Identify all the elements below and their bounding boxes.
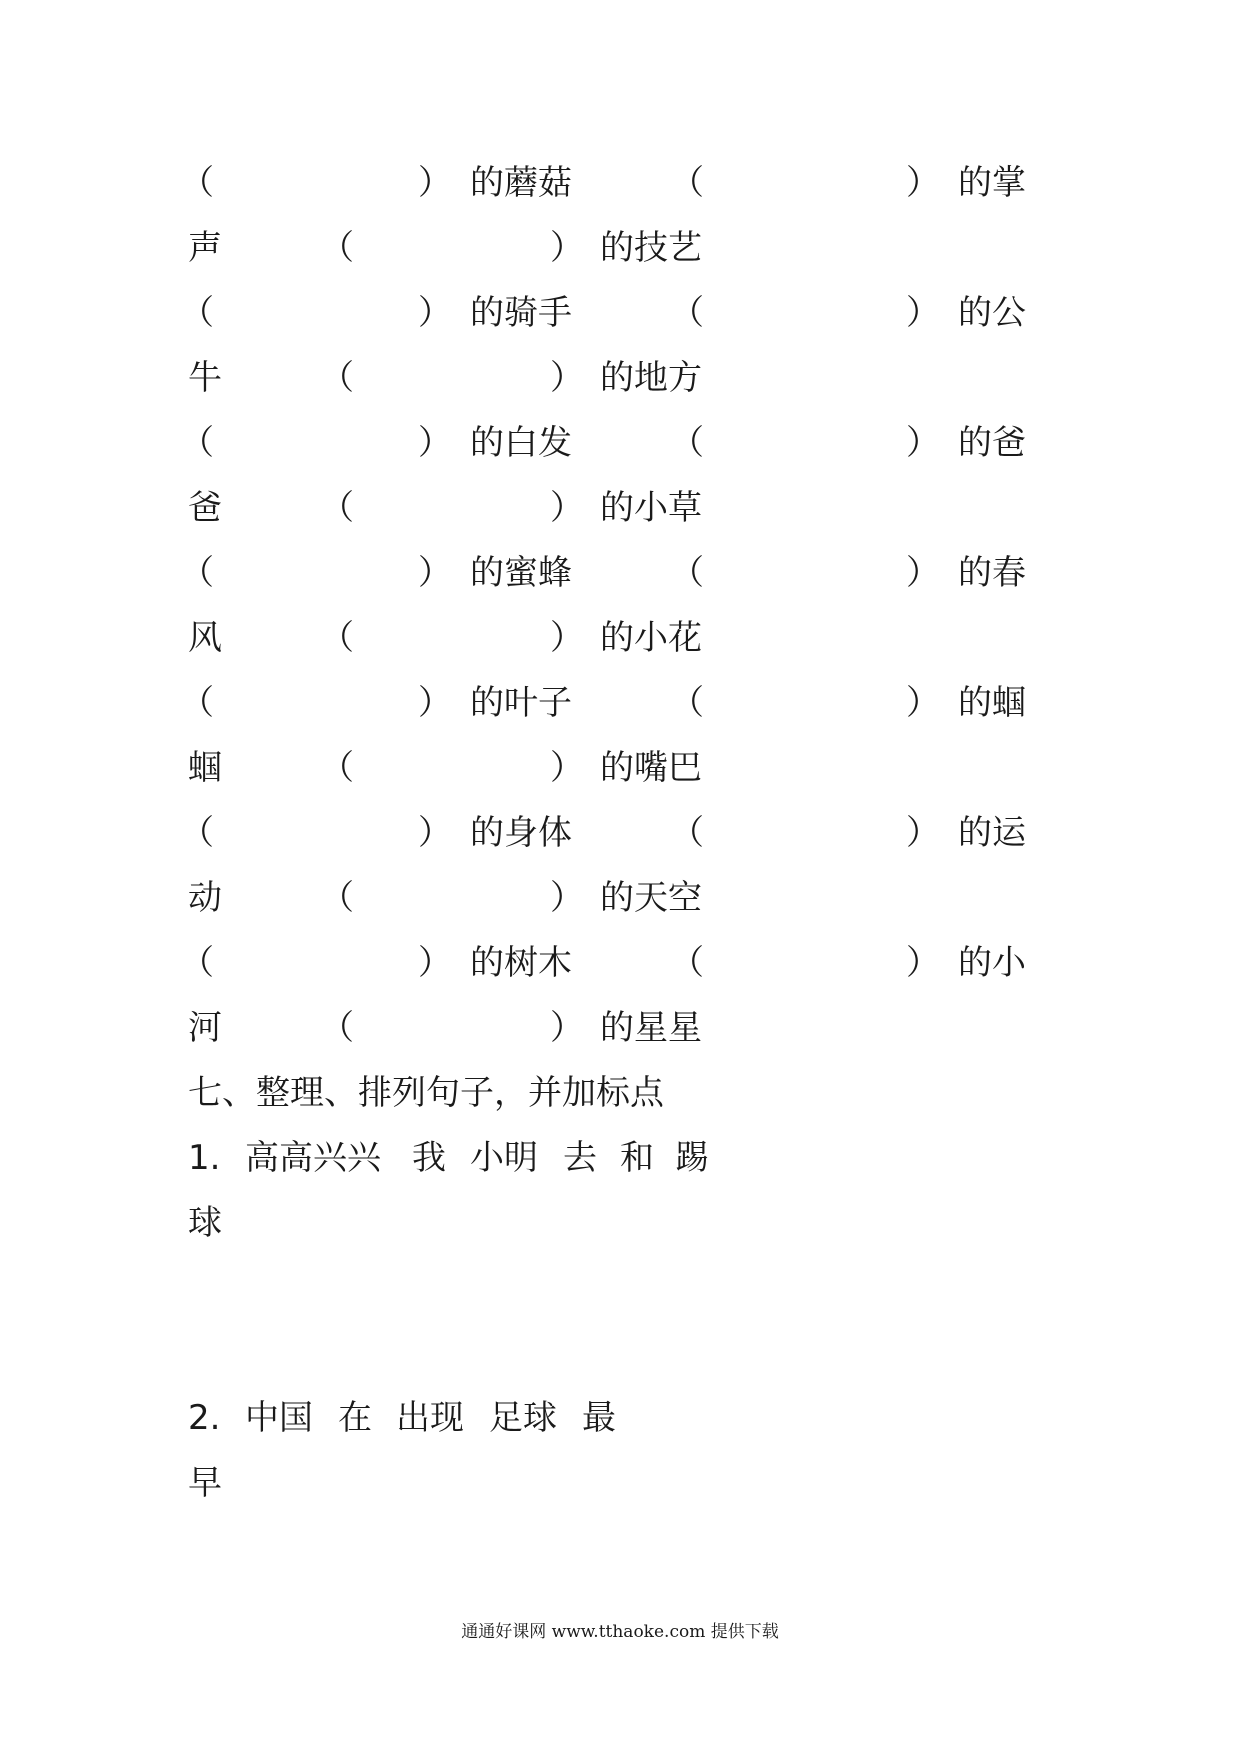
- fill-row: [0, 288, 1240, 338]
- close-paren: ）: [906, 813, 940, 853]
- word-label: 的天空: [600, 878, 702, 918]
- word-label: 的爸: [958, 423, 1026, 463]
- scrambled-word: 高高兴兴: [245, 1138, 381, 1178]
- fill-row: [0, 678, 1240, 728]
- open-paren: （: [320, 488, 354, 528]
- open-paren: （: [320, 228, 354, 268]
- scrambled-word: 在: [338, 1398, 372, 1438]
- fill-row: [0, 353, 1240, 403]
- open-paren: （: [180, 293, 214, 333]
- close-paren: ）: [906, 683, 940, 723]
- open-paren: （: [670, 163, 704, 203]
- word-label: 的掌: [958, 163, 1026, 203]
- open-paren: （: [320, 358, 354, 398]
- word-label: 的身体: [470, 813, 572, 853]
- open-paren: （: [670, 423, 704, 463]
- close-paren: ）: [418, 943, 452, 983]
- close-paren: ）: [418, 163, 452, 203]
- wrap-char: 爸: [188, 488, 222, 528]
- fill-row: [0, 938, 1240, 988]
- word-label: 的叶子: [470, 683, 572, 723]
- close-paren: ）: [550, 358, 584, 398]
- open-paren: （: [320, 618, 354, 658]
- scrambled-word: 我: [412, 1138, 446, 1178]
- close-paren: ）: [550, 748, 584, 788]
- open-paren: （: [320, 1008, 354, 1048]
- fill-row: [0, 743, 1240, 793]
- footer-note: 通通好课网 www.tthaoke.com 提供下载: [461, 1622, 779, 1642]
- close-paren: ）: [418, 553, 452, 593]
- word-label: 的蘑菇: [470, 163, 572, 203]
- scrambled-word: 出现: [396, 1398, 464, 1438]
- word-label: 的树木: [470, 943, 572, 983]
- close-paren: ）: [550, 1008, 584, 1048]
- close-paren: ）: [418, 683, 452, 723]
- fill-row: [0, 158, 1240, 208]
- section-heading: [0, 1068, 1240, 1118]
- fill-row: [0, 1003, 1240, 1053]
- close-paren: ）: [550, 878, 584, 918]
- wrap-char: 风: [188, 618, 222, 658]
- section-heading-text: 七、整理、排列句子，并加标点: [188, 1073, 664, 1113]
- open-paren: （: [670, 293, 704, 333]
- close-paren: ）: [418, 813, 452, 853]
- open-paren: （: [670, 553, 704, 593]
- fill-row: [0, 548, 1240, 598]
- question-number: 2.: [188, 1398, 221, 1438]
- word-label: 的蝈: [958, 683, 1026, 723]
- word-label: 的春: [958, 553, 1026, 593]
- open-paren: （: [670, 683, 704, 723]
- question-number: 1.: [188, 1138, 221, 1178]
- close-paren: ）: [550, 228, 584, 268]
- fill-row: [0, 223, 1240, 273]
- scrambled-word: 去: [563, 1138, 597, 1178]
- wrap-char: 蝈: [188, 748, 222, 788]
- open-paren: （: [180, 423, 214, 463]
- scrambled-word: 足球: [489, 1398, 557, 1438]
- close-paren: ）: [906, 943, 940, 983]
- open-paren: （: [670, 813, 704, 853]
- scrambled-word: 和: [620, 1138, 654, 1178]
- close-paren: ）: [906, 163, 940, 203]
- close-paren: ）: [550, 488, 584, 528]
- scrambled-word: 中国: [245, 1398, 313, 1438]
- open-paren: （: [180, 943, 214, 983]
- close-paren: ）: [550, 618, 584, 658]
- word-label: 的星星: [600, 1008, 702, 1048]
- close-paren: ）: [906, 293, 940, 333]
- word-label: 的技艺: [600, 228, 702, 268]
- word-label: 的白发: [470, 423, 572, 463]
- fill-row: [0, 483, 1240, 533]
- open-paren: （: [180, 813, 214, 853]
- wrap-char: 早: [188, 1463, 222, 1503]
- word-label: 的骑手: [470, 293, 572, 333]
- open-paren: （: [180, 553, 214, 593]
- open-paren: （: [180, 163, 214, 203]
- wrap-char: 动: [188, 878, 222, 918]
- word-label: 的运: [958, 813, 1026, 853]
- close-paren: ）: [906, 423, 940, 463]
- open-paren: （: [670, 943, 704, 983]
- word-label: 的公: [958, 293, 1026, 333]
- word-label: 的小草: [600, 488, 702, 528]
- close-paren: ）: [418, 423, 452, 463]
- word-label: 的嘴巴: [600, 748, 702, 788]
- wrap-char: 牛: [188, 358, 222, 398]
- open-paren: （: [180, 683, 214, 723]
- scrambled-word: 踢: [675, 1138, 709, 1178]
- close-paren: ）: [906, 553, 940, 593]
- fill-row: [0, 613, 1240, 663]
- wrap-char: 声: [188, 228, 222, 268]
- open-paren: （: [320, 748, 354, 788]
- word-label: 的小花: [600, 618, 702, 658]
- word-label: 的蜜蜂: [470, 553, 572, 593]
- scrambled-word: 最: [582, 1398, 616, 1438]
- word-label: 的小: [958, 943, 1026, 983]
- word-label: 的地方: [600, 358, 702, 398]
- question-2-wrap: [0, 1458, 1240, 1508]
- question-1-wrap: [0, 1198, 1240, 1248]
- question-1: [0, 1133, 1240, 1183]
- question-2: [0, 1393, 1240, 1443]
- fill-row: [0, 808, 1240, 858]
- open-paren: （: [320, 878, 354, 918]
- close-paren: ）: [418, 293, 452, 333]
- fill-row: [0, 418, 1240, 468]
- wrap-char: 球: [188, 1203, 222, 1243]
- wrap-char: 河: [188, 1008, 222, 1048]
- fill-row: [0, 873, 1240, 923]
- scrambled-word: 小明: [470, 1138, 538, 1178]
